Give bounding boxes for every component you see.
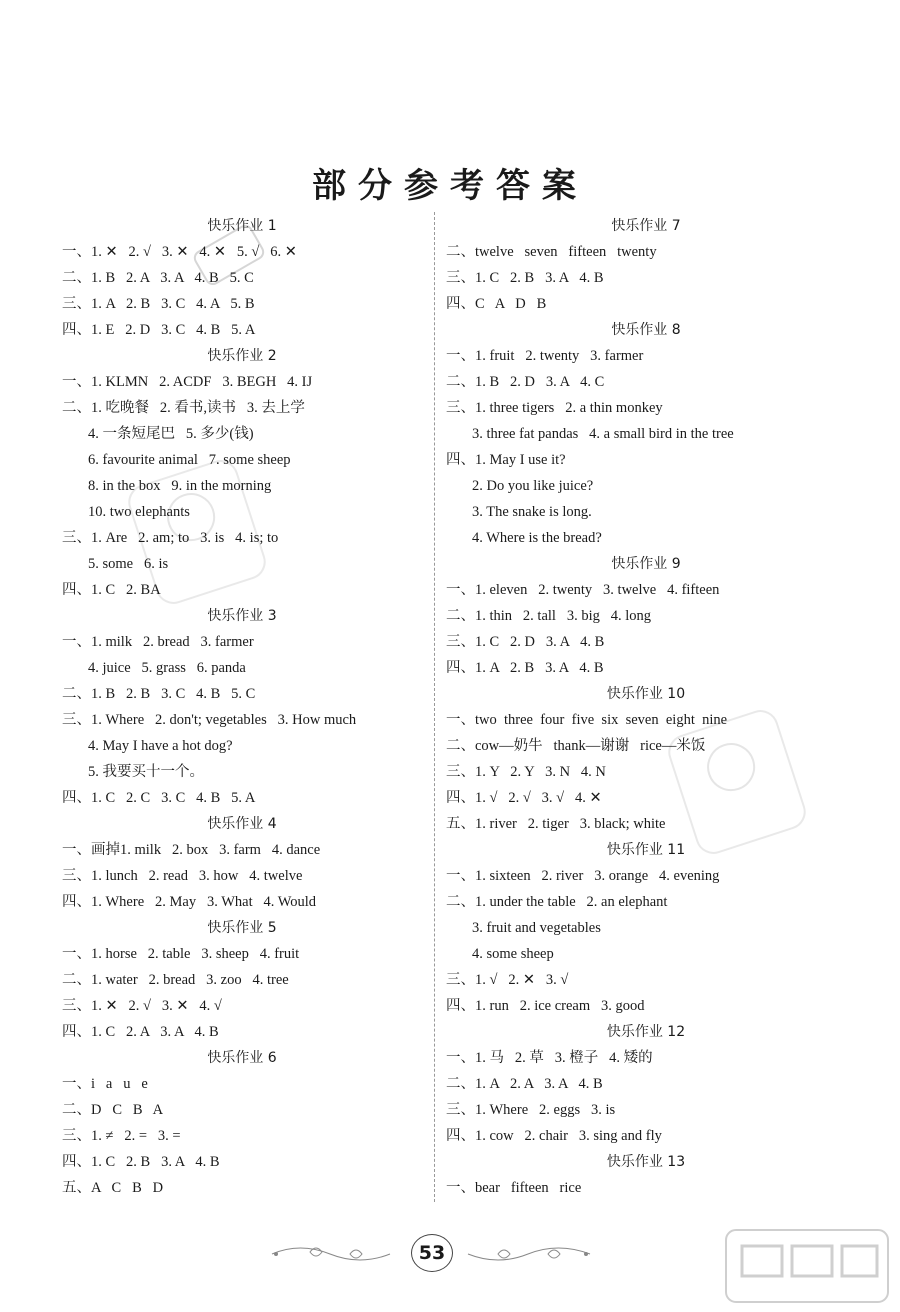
answers-left-column	[62, 213, 422, 1201]
answer-line: 三、1. C 2. B 3. A 4. B	[446, 270, 604, 286]
answer-line: 四、1. C 2. C 3. C 4. B 5. A	[62, 790, 256, 806]
answer-line: 一、1. eleven 2. twenty 3. twelve 4. fifteen	[446, 582, 720, 598]
answer-line: 一、1. horse 2. table 3. sheep 4. fruit	[62, 946, 300, 962]
answer-line: 10. two elephants	[88, 504, 190, 520]
answer-line: 四、1. C 2. B 3. A 4. B	[62, 1154, 220, 1170]
answer-line: 一、bear fifteen rice	[446, 1180, 582, 1196]
answer-line: 一、1. ✕ 2. √ 3. ✕ 4. ✕ 5. √ 6. ✕	[62, 244, 297, 260]
answer-line: 四、1. E 2. D 3. C 4. B 5. A	[62, 322, 256, 338]
answer-line: 4. 一条短尾巴 5. 多少(钱)	[88, 426, 254, 442]
answer-line: 三、1. lunch 2. read 3. how 4. twelve	[62, 868, 303, 884]
answer-line: 6. favourite animal 7. some sheep	[88, 452, 291, 468]
answer-line: 五、1. river 2. tiger 3. black; white	[446, 816, 666, 832]
answer-line: 三、1. ≠ 2. = 3. =	[62, 1128, 181, 1144]
answer-line: 4. May I have a hot dog?	[88, 738, 233, 754]
answer-line: 三、1. Y 2. Y 3. N 4. N	[446, 764, 606, 780]
answer-line: 一、1. sixteen 2. river 3. orange 4. evening	[446, 868, 720, 884]
section-heading: 快乐作业 12	[606, 1024, 686, 1040]
answers-right-column	[446, 213, 846, 1201]
answer-line: 二、1. B 2. B 3. C 4. B 5. C	[62, 686, 256, 702]
section-heading: 快乐作业 3	[207, 608, 277, 624]
answer-line: 一、1. 马 2. 草 3. 橙子 4. 矮的	[446, 1050, 653, 1066]
answer-line: 3. three fat pandas 4. a small bird in the tree	[472, 426, 734, 442]
answer-line: 四、1. C 2. A 3. A 4. B	[62, 1024, 219, 1040]
answer-line: 四、1. √ 2. √ 3. √ 4. ✕	[446, 790, 602, 806]
answer-line: 四、C A D B	[446, 296, 547, 312]
answer-line: 二、twelve seven fifteen twenty	[446, 244, 657, 260]
answer-line: 8. in the box 9. in the morning	[88, 478, 272, 494]
answer-line: 一、i a u e	[62, 1076, 148, 1092]
answer-line: 三、1. three tigers 2. a thin monkey	[446, 400, 663, 416]
section-heading: 快乐作业 8	[611, 322, 681, 338]
section-heading: 快乐作业 7	[611, 218, 681, 234]
answer-line: 4. some sheep	[472, 946, 554, 962]
answer-line: 三、1. C 2. D 3. A 4. B	[446, 634, 605, 650]
answer-line: 四、1. A 2. B 3. A 4. B	[446, 660, 604, 676]
answer-line: 三、1. Where 2. eggs 3. is	[446, 1102, 616, 1118]
column-divider	[434, 212, 435, 1202]
section-heading: 快乐作业 1	[207, 218, 277, 234]
right-ornament-icon	[458, 1242, 593, 1266]
answer-line: 二、1. B 2. A 3. A 4. B 5. C	[62, 270, 254, 286]
section-heading: 快乐作业 13	[606, 1154, 686, 1170]
answer-line: 二、1. water 2. bread 3. zoo 4. tree	[62, 972, 289, 988]
answer-line: 二、1. A 2. A 3. A 4. B	[446, 1076, 603, 1092]
page-number: 53	[411, 1234, 453, 1272]
answer-line: 4. Where is the bread?	[472, 530, 602, 546]
answer-line: 五、A C B D	[62, 1180, 164, 1196]
answer-line: 三、1. Are 2. am; to 3. is 4. is; to	[62, 530, 279, 546]
answer-line: 一、1. KLMN 2. ACDF 3. BEGH 4. IJ	[62, 374, 313, 390]
section-heading: 快乐作业 4	[207, 816, 277, 832]
section-heading: 快乐作业 10	[606, 686, 686, 702]
answer-line: 2. Do you like juice?	[472, 478, 594, 494]
watermark-logo-icon	[722, 1226, 892, 1306]
answer-line: 三、1. √ 2. ✕ 3. √	[446, 972, 569, 988]
answer-line: 5. some 6. is	[88, 556, 169, 572]
section-heading: 快乐作业 11	[606, 842, 686, 858]
answer-line: 二、1. thin 2. tall 3. big 4. long	[446, 608, 652, 624]
section-heading: 快乐作业 6	[207, 1050, 277, 1066]
answer-line: 一、画掉1. milk 2. box 3. farm 4. dance	[62, 842, 321, 858]
answer-line: 三、1. A 2. B 3. C 4. A 5. B	[62, 296, 255, 312]
answer-line: 4. juice 5. grass 6. panda	[88, 660, 246, 676]
answer-line: 二、1. under the table 2. an elephant	[446, 894, 668, 910]
answer-line: 一、1. fruit 2. twenty 3. farmer	[446, 348, 644, 364]
section-heading: 快乐作业 5	[207, 920, 277, 936]
answer-line: 一、two three four five six seven eight nine	[446, 712, 728, 728]
answer-line: 二、D C B A	[62, 1102, 164, 1118]
answer-line: 二、1. B 2. D 3. A 4. C	[446, 374, 605, 390]
answer-line: 四、1. Where 2. May 3. What 4. Would	[62, 894, 317, 910]
answer-line: 三、1. ✕ 2. √ 3. ✕ 4. √	[62, 998, 222, 1014]
answer-line: 5. 我要买十一个。	[88, 764, 204, 780]
answer-line: 3. The snake is long.	[472, 504, 592, 520]
answer-line: 二、1. 吃晚餐 2. 看书,读书 3. 去上学	[62, 400, 305, 416]
answer-line: 3. fruit and vegetables	[472, 920, 601, 936]
answer-line: 四、1. run 2. ice cream 3. good	[446, 998, 645, 1014]
answer-line: 三、1. Where 2. don't; vegetables 3. How much	[62, 712, 357, 728]
page-title: 部分参考答案	[312, 166, 588, 206]
section-heading: 快乐作业 2	[207, 348, 277, 364]
section-heading: 快乐作业 9	[611, 556, 681, 572]
left-ornament-icon	[270, 1242, 405, 1266]
answer-line: 一、1. milk 2. bread 3. farmer	[62, 634, 254, 650]
answer-line: 四、1. C 2. BA	[62, 582, 161, 598]
answer-line: 四、1. cow 2. chair 3. sing and fly	[446, 1128, 662, 1144]
answer-line: 二、cow—奶牛 thank—谢谢 rice—米饭	[446, 738, 706, 754]
answer-line: 四、1. May I use it?	[446, 452, 566, 468]
